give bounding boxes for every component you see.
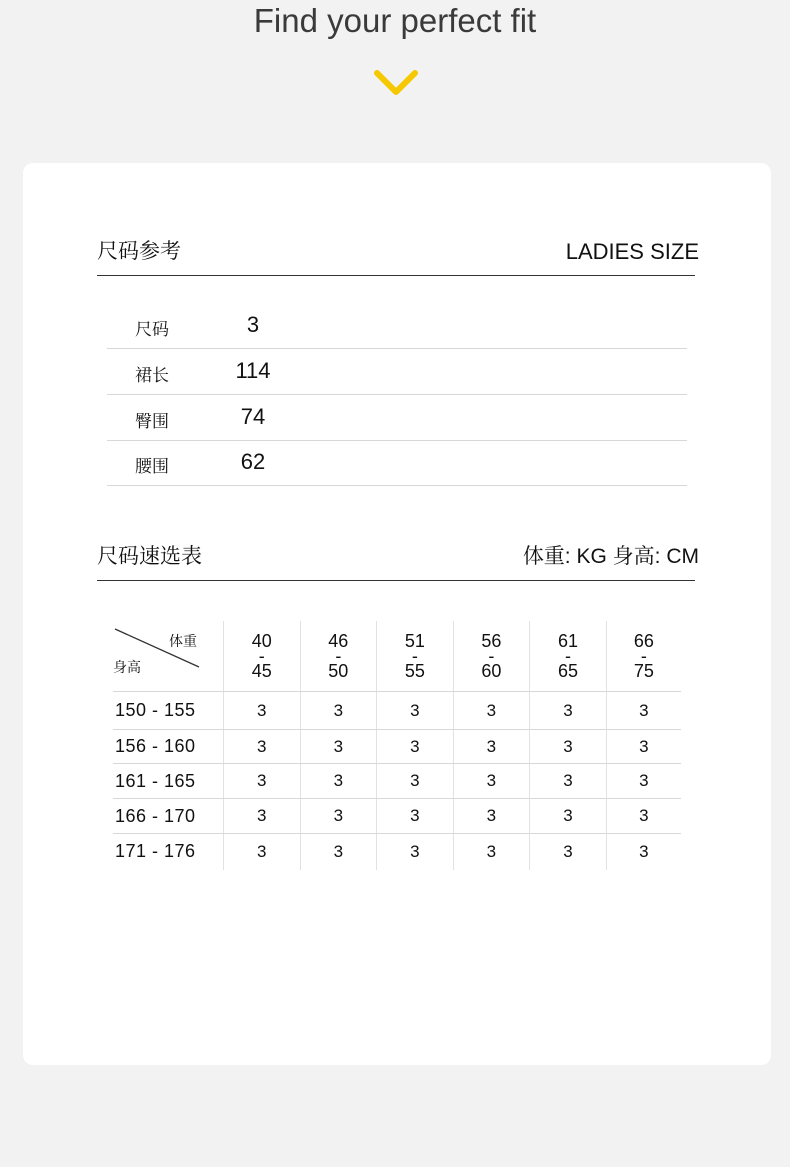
size-cell: 3 <box>606 764 681 799</box>
weight-range-header: 66 - 75 <box>606 621 681 692</box>
size-cell: 3 <box>377 730 454 764</box>
size-cell: 3 <box>530 799 607 834</box>
size-cell: 3 <box>606 799 681 834</box>
quick-table-header <box>97 544 699 581</box>
weight-range-header: 61 - 65 <box>530 621 607 692</box>
reference-title: 尺码参考 <box>97 239 181 263</box>
table-row <box>113 834 681 870</box>
size-cell: 3 <box>530 692 607 730</box>
weight-range-header: 51 - 55 <box>377 621 454 692</box>
size-cell: 3 <box>453 799 530 834</box>
reference-row-waist <box>107 440 687 486</box>
size-cell: 3 <box>300 834 377 870</box>
size-cell: 3 <box>530 730 607 764</box>
height-range-cell: 166 - 170 <box>113 799 224 834</box>
size-cell: 3 <box>606 692 681 730</box>
size-cell: 3 <box>300 799 377 834</box>
size-cell: 3 <box>530 834 607 870</box>
table-row <box>113 799 681 834</box>
height-range-cell: 161 - 165 <box>113 764 224 799</box>
row-label: 裙长 <box>135 366 169 386</box>
weight-range-header: 46 - 50 <box>300 621 377 692</box>
reference-header <box>97 239 699 276</box>
size-chart-card <box>23 163 771 1065</box>
size-cell: 3 <box>453 764 530 799</box>
size-cell: 3 <box>224 730 301 764</box>
size-cell: 3 <box>224 764 301 799</box>
height-range-cell: 156 - 160 <box>113 730 224 764</box>
size-cell: 3 <box>300 692 377 730</box>
table-row <box>113 692 681 730</box>
table-row <box>113 764 681 799</box>
reference-subtitle: LADIES SIZE <box>565 239 699 264</box>
height-range-cell: 171 - 176 <box>115 841 196 862</box>
size-cell: 3 <box>377 799 454 834</box>
corner-cell <box>113 621 224 692</box>
reference-row-length <box>107 349 687 395</box>
row-label: 臀围 <box>135 412 169 432</box>
page-title: Find your perfect fit <box>253 2 537 39</box>
reference-row-size <box>107 303 687 349</box>
row-value: 62 <box>240 449 266 474</box>
row-value: 114 <box>235 358 271 383</box>
units-note: 体重: KG 身高: CM <box>522 545 699 568</box>
size-cell: 3 <box>453 834 530 870</box>
size-cell: 3 <box>377 692 454 730</box>
row-label: 尺码 <box>135 320 169 340</box>
size-cell: 3 <box>606 730 681 764</box>
size-cell: 3 <box>377 764 454 799</box>
size-cell: 3 <box>300 764 377 799</box>
size-cell: 3 <box>453 730 530 764</box>
size-cell: 3 <box>606 834 681 870</box>
table-header-row <box>113 621 681 692</box>
size-cell: 3 <box>224 799 301 834</box>
size-cell: 3 <box>377 834 454 870</box>
chevron-down-icon <box>373 68 419 98</box>
height-header: 身高 <box>113 659 141 675</box>
size-cell: 3 <box>453 692 530 730</box>
reference-row-hip <box>107 395 687 441</box>
weight-header: 体重 <box>169 633 197 649</box>
size-cell: 3 <box>530 764 607 799</box>
weight-range-header: 56 - 60 <box>453 621 530 692</box>
size-selection-table <box>113 621 681 870</box>
diagonal-divider <box>113 621 221 691</box>
size-cell: 3 <box>224 834 301 870</box>
height-range-cell: 150 - 155 <box>113 692 224 730</box>
row-label: 腰围 <box>135 457 169 477</box>
row-value: 3 <box>246 312 260 337</box>
size-cell: 3 <box>224 692 301 730</box>
quick-table-title: 尺码速选表 <box>97 544 202 568</box>
row-value: 74 <box>240 404 266 429</box>
table-row <box>113 730 681 764</box>
size-cell: 3 <box>300 730 377 764</box>
weight-range-header: 40 - 45 <box>224 621 301 692</box>
